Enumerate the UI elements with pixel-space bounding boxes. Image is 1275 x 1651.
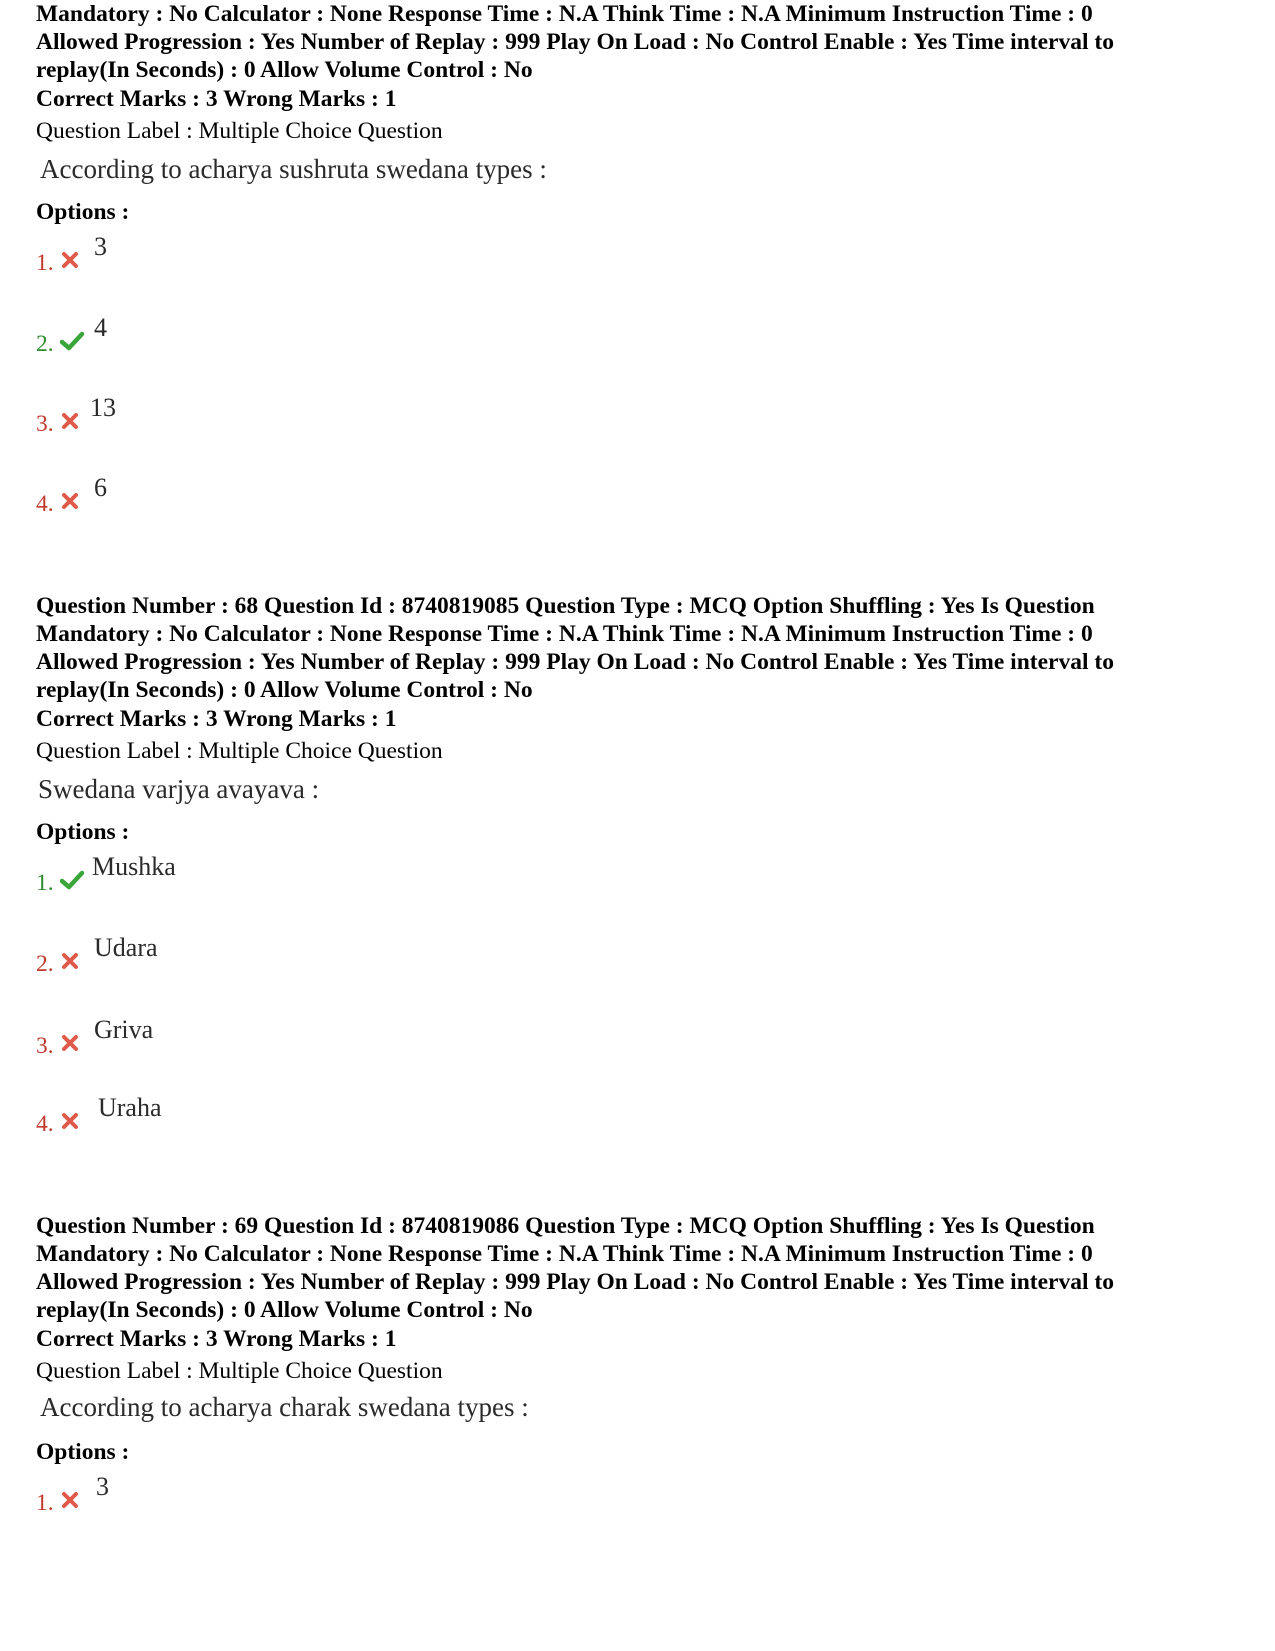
marks-line: Correct Marks : 3 Wrong Marks : 1: [36, 706, 397, 732]
check-icon: [60, 331, 80, 351]
option-item: [36, 1472, 436, 1516]
cross-icon: [60, 250, 80, 270]
option-number: 3.: [36, 411, 54, 437]
meta-line: Allowed Progression : Yes Number of Replay : 999 Play On Load : No Control Enable : Yes Time interval to: [36, 29, 1114, 55]
meta-line: Mandatory : No Calculator : None Response Time : N.A Think Time : N.A Minimum Instruction Time : 0: [36, 621, 1093, 647]
meta-line: replay(In Seconds) : 0 Allow Volume Control : No: [36, 677, 533, 703]
option-item: [36, 852, 436, 896]
check-icon: [60, 870, 80, 890]
options-header: Options :: [36, 819, 130, 845]
meta-line: Mandatory : No Calculator : None Response Time : N.A Think Time : N.A Minimum Instruction Time : 0: [36, 1241, 1093, 1267]
option-value: 13: [90, 393, 116, 422]
marks-line: Correct Marks : 3 Wrong Marks : 1: [36, 1326, 397, 1352]
question-meta: [36, 592, 1236, 704]
options-header: Options :: [36, 199, 130, 225]
option-value: Udara: [94, 933, 158, 962]
option-item: [36, 313, 436, 357]
option-item: [36, 1015, 436, 1059]
question-label: Question Label : Multiple Choice Question: [36, 118, 443, 144]
option-number: 4.: [36, 1111, 54, 1137]
meta-line: replay(In Seconds) : 0 Allow Volume Control : No: [36, 57, 533, 83]
option-item: [36, 232, 436, 276]
question-meta: [36, 1212, 1236, 1324]
meta-line: Mandatory : No Calculator : None Response Time : N.A Think Time : N.A Minimum Instruction Time : 0: [36, 1, 1093, 27]
meta-line: Allowed Progression : Yes Number of Replay : 999 Play On Load : No Control Enable : Yes Time interval to: [36, 649, 1114, 675]
option-number: 4.: [36, 491, 54, 517]
options-header: Options :: [36, 1439, 130, 1465]
option-value: 4: [94, 313, 107, 342]
question-text: According to acharya sushruta swedana types :: [40, 154, 547, 184]
option-number: 3.: [36, 1033, 54, 1059]
question-label: Question Label : Multiple Choice Question: [36, 738, 443, 764]
option-item: [36, 1093, 436, 1137]
question-label: Question Label : Multiple Choice Question: [36, 1358, 443, 1384]
question-meta: [36, 0, 1236, 84]
option-number: 1.: [36, 870, 54, 896]
option-value: Uraha: [98, 1093, 162, 1122]
question-text: Swedana varjya avayava :: [38, 774, 320, 804]
option-number: 1.: [36, 1490, 54, 1516]
cross-icon: [60, 1111, 80, 1131]
meta-line: Question Number : 69 Question Id : 8740819086 Question Type : MCQ Option Shuffling : Yes Is Question: [36, 1213, 1095, 1239]
marks-line: Correct Marks : 3 Wrong Marks : 1: [36, 86, 397, 112]
option-value: 3: [94, 232, 107, 261]
option-item: [36, 473, 436, 517]
cross-icon: [60, 1033, 80, 1053]
meta-line: Allowed Progression : Yes Number of Replay : 999 Play On Load : No Control Enable : Yes Time interval to: [36, 1269, 1114, 1295]
option-value: 3: [96, 1472, 109, 1501]
option-number: 2.: [36, 951, 54, 977]
cross-icon: [60, 491, 80, 511]
cross-icon: [60, 951, 80, 971]
option-number: 1.: [36, 250, 54, 276]
cross-icon: [60, 1490, 80, 1510]
option-item: [36, 933, 436, 977]
meta-line: Question Number : 68 Question Id : 8740819085 Question Type : MCQ Option Shuffling : Yes Is Question: [36, 593, 1095, 619]
option-value: 6: [94, 473, 107, 502]
option-value: Griva: [94, 1015, 154, 1044]
option-value: Mushka: [92, 852, 176, 881]
cross-icon: [60, 411, 80, 431]
question-text: According to acharya charak swedana types :: [40, 1392, 529, 1422]
option-item: [36, 393, 436, 437]
meta-line: replay(In Seconds) : 0 Allow Volume Control : No: [36, 1297, 533, 1323]
option-number: 2.: [36, 331, 54, 357]
